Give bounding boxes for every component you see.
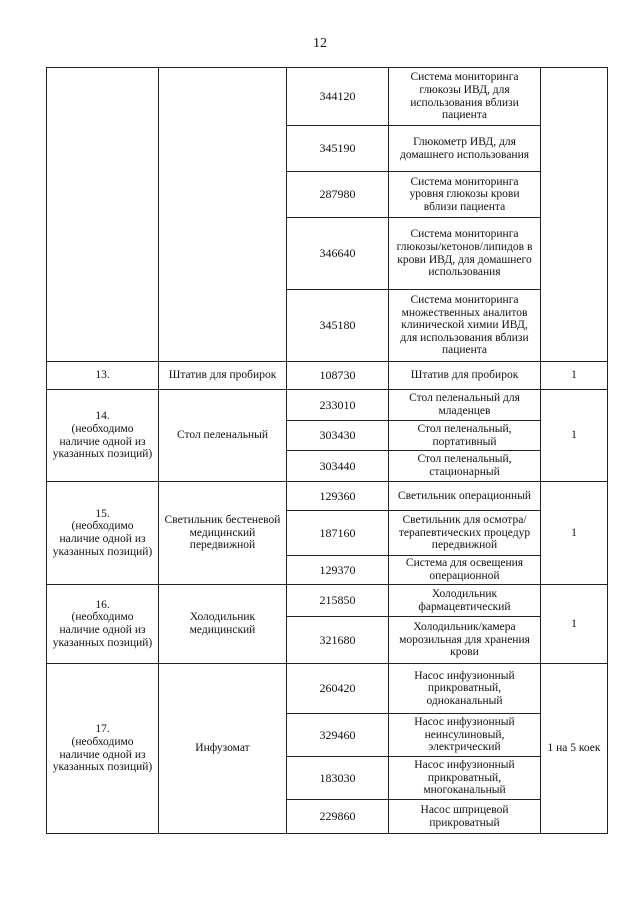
item-code-cell: 215850	[287, 585, 389, 617]
group-title-cell: Светильник бестеневой медицинский передвижной	[159, 482, 287, 585]
table-row	[47, 390, 608, 421]
group-title-cell: Стол пеленальный	[159, 390, 287, 482]
item-name-cell: Насос инфузионный неинсулиновый, электрический	[389, 714, 541, 757]
item-name-cell: Стол пеленальный для младенцев	[389, 390, 541, 421]
item-code-cell: 187160	[287, 511, 389, 556]
group-title-cell: Холодильник медицинский	[159, 585, 287, 664]
group-title-cell: Инфузомат	[159, 664, 287, 834]
item-code-cell: 329460	[287, 714, 389, 757]
item-name-cell: Система для освещения операционной	[389, 556, 541, 585]
item-name-cell: Система мониторинга множественных аналитов клинической химии ИВД, для использования вблизи пациента	[389, 290, 541, 362]
item-name-cell: Глюкометр ИВД, для домашнего использования	[389, 126, 541, 172]
group-title-cell: Штатив для пробирок	[159, 362, 287, 390]
item-code-cell: 260420	[287, 664, 389, 714]
table-row	[47, 362, 608, 390]
quantity-cell: 1	[541, 482, 608, 585]
item-name-cell: Насос инфузионный прикроватный, многоканальный	[389, 757, 541, 800]
item-code-cell: 345190	[287, 126, 389, 172]
group-number-cell	[47, 68, 159, 362]
equipment-table	[46, 67, 608, 834]
item-name-cell: Система мониторинга уровня глюкозы крови вблизи пациента	[389, 172, 541, 218]
item-name-cell: Стол пеленальный, стационарный	[389, 451, 541, 482]
group-number-cell: 16. (необходимо наличие одной из указанных позиций)	[47, 585, 159, 664]
item-name-cell: Система мониторинга глюкозы/кетонов/липидов в крови ИВД, для домашнего использования	[389, 218, 541, 290]
item-code-cell: 233010	[287, 390, 389, 421]
item-name-cell: Система мониторинга глюкозы ИВД, для использования вблизи пациента	[389, 68, 541, 126]
item-name-cell: Холодильник фармацевтический	[389, 585, 541, 617]
table-row	[47, 664, 608, 714]
item-code-cell: 321680	[287, 617, 389, 664]
table-row	[47, 585, 608, 617]
item-name-cell: Штатив для пробирок	[389, 362, 541, 390]
quantity-cell	[541, 68, 608, 362]
item-name-cell: Светильник для осмотра/ терапевтических процедур передвижной	[389, 511, 541, 556]
group-number-cell: 14. (необходимо наличие одной из указанных позиций)	[47, 390, 159, 482]
group-number-cell: 15. (необходимо наличие одной из указанных позиций)	[47, 482, 159, 585]
table-row	[47, 68, 608, 126]
quantity-cell: 1	[541, 362, 608, 390]
item-code-cell: 129370	[287, 556, 389, 585]
item-code-cell: 344120	[287, 68, 389, 126]
equipment-table-body	[47, 68, 608, 834]
item-code-cell: 108730	[287, 362, 389, 390]
item-code-cell: 229860	[287, 800, 389, 834]
table-row	[47, 482, 608, 511]
item-code-cell: 287980	[287, 172, 389, 218]
page-number: 12	[313, 36, 327, 51]
group-number-cell: 13.	[47, 362, 159, 390]
quantity-cell: 1	[541, 390, 608, 482]
item-code-cell: 129360	[287, 482, 389, 511]
quantity-cell: 1 на 5 коек	[541, 664, 608, 834]
quantity-cell: 1	[541, 585, 608, 664]
item-name-cell: Насос инфузионный прикроватный, одноканальный	[389, 664, 541, 714]
group-number-cell: 17. (необходимо наличие одной из указанных позиций)	[47, 664, 159, 834]
item-code-cell: 183030	[287, 757, 389, 800]
item-code-cell: 303440	[287, 451, 389, 482]
item-name-cell: Насос шприцевой прикроватный	[389, 800, 541, 834]
item-name-cell: Стол пеленальный, портативный	[389, 421, 541, 451]
item-code-cell: 346640	[287, 218, 389, 290]
item-name-cell: Светильник операционный	[389, 482, 541, 511]
item-name-cell: Холодильник/камера морозильная для хранения крови	[389, 617, 541, 664]
group-title-cell	[159, 68, 287, 362]
item-code-cell: 303430	[287, 421, 389, 451]
item-code-cell: 345180	[287, 290, 389, 362]
